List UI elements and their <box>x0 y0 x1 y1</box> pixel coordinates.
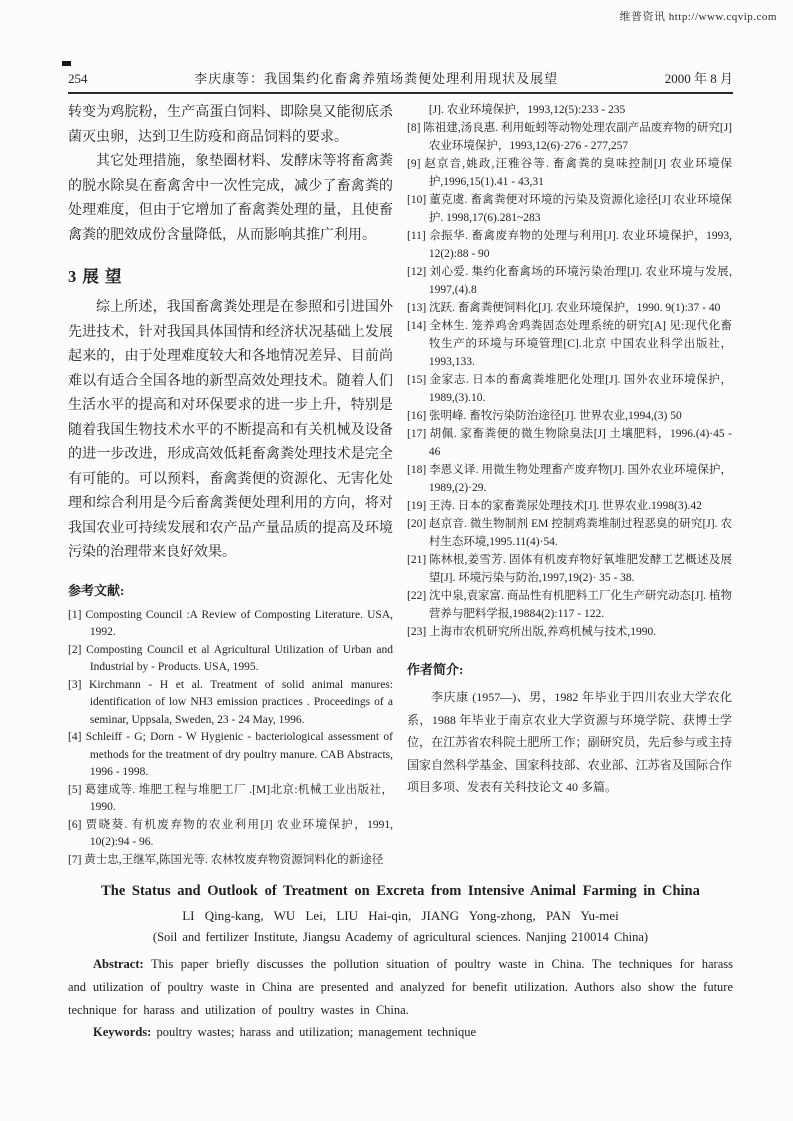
left-column <box>68 101 393 869</box>
abstract-label: Abstract: <box>93 957 144 971</box>
reference-item: [21] 陈林根,姜雪芳. 固体有机废弃物好氧堆肥发酵工艺概述及展望[J]. 环境污染与防治,1997,19(2)· 35 - 38. <box>407 554 732 584</box>
reference-item: [23] 上海市农机研究所出版,养鸡机械与技术,1990. <box>407 626 657 638</box>
english-title: The Status and Outlook of Treatment on Excreta from Intensive Animal Farming in China <box>101 883 700 899</box>
page-header <box>68 68 733 87</box>
reference-item: [18] 李恩义译. 用微生物处理畜产废弃物[J]. 国外农业环境保护，1989,(2)·29. <box>407 464 732 494</box>
english-affiliation: (Soil and fertilizer Institute, Jiangsu Academy of agricultural sciences. Nanjing 210014 China) <box>152 930 649 944</box>
references-heading: 参考文献: <box>68 582 125 598</box>
outlook-paragraph: 综上所述，我国畜禽粪处理是在参照和引进国外先进技术，针对我国具体国情和经济状况基础上发展起来的，由于处理难度较大和各地情况差异、目前尚难以有适合全国各地的新型高效处理技术。随着人们生活水平的提高和对环保要求的进一步上升，特别是随着我国生物技术水平的不断提高和有关机械及设备的进一步改进，形成高效低耗畜禽粪处理技术是完全有可能的。可以预料，畜禽粪便的资源化、无害化处理和综合利用是今后畜禽粪便处理利用的方向，将对我国农业可持续发展和农产品产量品质的提高及环境污染的治理带来良好效果。 <box>68 300 393 560</box>
reference-item: [3] Kirchmann - H et al. Treatment of solid animal manures: identification of low NH3 emission practices . Proceedings of a seminar, Uppsala, Sweden, 23 - 24 May, 1996. <box>68 678 393 726</box>
reference-item: [2] Composting Council et al Agricultural Utilization of Urban and Industrial by - Products. USA, 1995. <box>68 643 393 673</box>
reference-item: [16] 张明峰. 畜牧污染防治途径[J]. 世界农业,1994,(3) 50 <box>407 410 682 422</box>
reference-list-left <box>68 607 393 870</box>
reference-item: [13] 沈跃. 畜禽粪便饲料化[J]. 农业环境保护，1990. 9(1):37 - 40 <box>407 302 721 314</box>
two-column-body <box>68 101 733 869</box>
reference-item: [20] 赵京音. 微生物制剂 EM 控制鸡粪堆制过程恶臭的研究[J]. 农村生态环境,1995.11(4)·54. <box>407 518 732 548</box>
reference-list-right <box>407 119 732 641</box>
reference-item: [15] 金家志. 日本的畜禽粪堆肥化处理[J]. 国外农业环境保护，1989,(3).10. <box>407 374 732 404</box>
reference-item: [19] 王涛. 日本的家畜粪尿处理技术[J]. 世界农业.1998(3).42 <box>407 500 702 512</box>
reference-item: [10] 董克虞. 畜禽粪便对环境的污染及资源化途径[J] 农业环境保护. 1998,17(6).281~283 <box>407 194 732 224</box>
reference-item: [5] 葛建成等. 堆肥工程与堆肥工厂 .[M]北京:机械工业出版社，1990. <box>68 783 393 813</box>
cqvip-watermark: 维普资讯 http://www.cqvip.com <box>619 11 777 23</box>
reference-item: [8] 陈祖建,汤良惠. 利用蚯蚓等动物处理农副产品废弃物的研究[J] 农业环境保护，1993,12(6)·276 - 277,257 <box>407 122 732 152</box>
reference-item: [7] 黄士忠,王继军,陈国光等. 农林牧废弃物资源饲料化的新途径 <box>68 853 384 866</box>
author-bio: 李庆康 (1957—)、男，1982 年毕业于四川农业大学农化系，1988 年毕业于南京农业大学资源与环境学院、获博士学位，在江苏省农科院土肥所工作；副研究员，先后参与或主持国家自然科学基金、国家科技部、农业部、江苏省及国际合作项目多项、发表有关科技论文 40 多篇。 <box>407 690 732 794</box>
reference-item: [17] 胡佩. 家畜粪便的微生物除臭法[J] 土壤肥料，1996.(4)·45 - 46 <box>407 428 732 458</box>
english-keywords <box>68 1025 733 1040</box>
section-heading-outlook: 3 展 望 <box>68 267 123 286</box>
reference-item: [11] 佘振华. 畜禽废弃物的处理与利用[J]. 农业环境保护，1993, 12(2):88 - 90 <box>407 230 732 260</box>
running-title: 李庆康等：我国集约化畜禽养殖场粪便处理利用现状及展望 <box>194 71 559 86</box>
reference-item: [4] Schleiff - G; Dorn - W Hygienic - bacteriological assessment of methods for the treatment of dry poultry manure. CAB Abstracts, 1996 - 1998. <box>68 731 393 778</box>
reference-item-continuation: [J]. 农业环境保护，1993,12(5):233 - 235 <box>428 104 626 116</box>
reference-item: [1] Composting Council :A Review of Composting Literature. USA, 1992. <box>68 608 393 638</box>
english-abstract-section <box>68 883 733 1040</box>
english-abstract <box>68 953 733 1022</box>
reference-item: [6] 贾晓葵. 有机废弃物的农业利用[J] 农业环境保护，1991, 10(2):94 - 96. <box>68 818 393 848</box>
reference-item: [22] 沈中泉,袁家富. 商品性有机肥料工厂化生产研究动态[J]. 植物营养与肥料学报,19884(2):117 - 122. <box>407 590 732 620</box>
page-number: 254 <box>68 71 88 86</box>
paragraph-continuation: 转变为鸡脘粉，生产高蛋白饲料、即除臭又能彻底杀菌灭虫卵，达到卫生防疫和商品饲料的要求。 <box>68 105 393 145</box>
keywords-text: poultry wastes; harass and utilization; management technique <box>156 1025 477 1039</box>
paragraph-other-measures: 其它处理措施，象垫圈材料、发酵床等将畜禽粪的脱水除臭在畜禽舍中一次性完成，减少了畜禽粪的处理难度，但由于它增加了畜禽粪处理的量，且使畜禽粪的肥效成份含量降低，从而影响其推广利用。 <box>68 154 393 243</box>
english-authors: LI Qing-kang, WU Lei, LIU Hai-qin, JIANG Yong-zhong, PAN Yu-mei <box>182 908 619 923</box>
issue-date: 2000 年 8 月 <box>664 71 733 86</box>
abstract-text: This paper briefly discusses the pollution situation of poultry waste in China. The techniques for harass and utilization of poultry waste in China are presented and analyzed for benefit utilization. Authors also show the future technique for harass and utilization of poultry wastes in China. <box>68 957 733 1017</box>
reference-item: [9] 赵京音,姚政,汪雅谷等. 畜禽粪的臭味控制[J] 农业环境保护,1996,15(1).41 - 43,31 <box>407 158 732 188</box>
right-column <box>407 101 732 869</box>
author-bio-heading: 作者简介: <box>407 662 464 677</box>
header-rule <box>68 92 733 94</box>
keywords-label: Keywords: <box>93 1025 152 1039</box>
reference-item: [12] 刘心爱. 集约化畜禽场的环境污染治理[J]. 农业环境与发展, 1997,(4).8 <box>407 266 732 296</box>
reference-item: [14] 全林生. 笼养鸡舍鸡粪固态处理系统的研究[A] 见:现代化畜牧生产的环境与环境管理[C].北京 中国农业科学出版社，1993,133. <box>407 320 732 368</box>
